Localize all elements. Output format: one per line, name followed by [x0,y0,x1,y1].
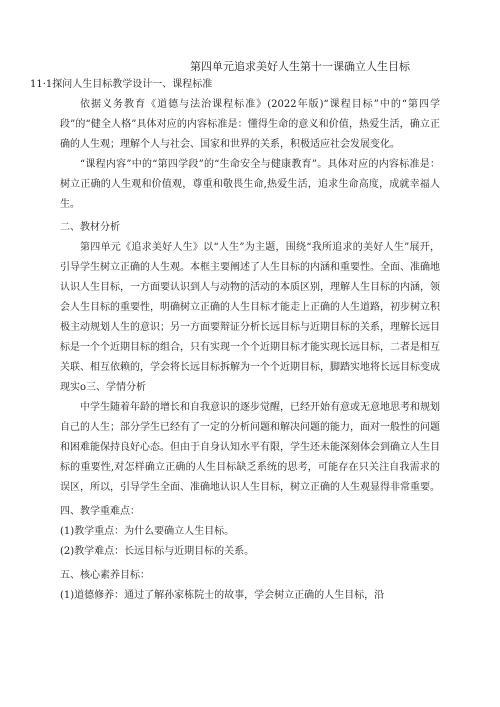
textbook-analysis-heading: 二、教材分析 [60,222,120,233]
teaching-focus-item-1: (1)教学重点：为什么要确立人生目标。 [60,526,235,537]
document-title: 第四单元追求美好人生第十一课确立人生目标 [190,60,410,73]
textbook-analysis-paragraph: 第四单元《追求美好人生》以“人生”为主题，围绕“我所追求的美好人生”展开，引导学生树立正确的人生观。本框主要阐述了人生目标的内涵和重要性。全面、准确地认识人生目标，一方面要认识到人与动物的活动的本质区别，理解人生目标的内涵，领会人生目标的重要性，明确树立正确的人生目标才能走上正确的人生道路，初步树立积极主动规划人生的意识；另一方面要辩证分析长远目标与近期目标的关系，理解长远目标是一个个近期目标的组合，只有实现一个个近期目标才能实现长远目标，二者是相互关联、相互依赖的，学会将长远目标拆解为一个个近期目标，脚踏实地将长远目标变成现实o三、学情分析 [60,242,440,393]
curriculum-standard-paragraph-2: “课程内容”中的“第四学段”的“生命安全与健康教育”。具体对应的内容标准是：树立正确的人生观和价值观，尊重和敬畏生命,热爱生活，追求生命高度，成就幸福人生。 [60,159,440,210]
curriculum-standard-paragraph-1: 依据义务教育《道德与法治课程标准》(2022年版)“课程目标”中的“第四学段”的“健全人格”具体对应的内容标准是：懂得生命的意义和价值，热爱生活，确立正确的人生观；理解个人与社会、国家和世界的关系，积极适应社会发展变化。 [60,99,440,150]
document-body [30,75,440,606]
core-literacy-heading: 五、核心素养目标： [60,570,150,581]
core-literacy-item-1: (1)道德修养：通过了解孙家栋院士的故事，学会树立正确的人生目标，沿 [60,590,385,601]
lesson-lead-line: 11·1探问人生目标教学设计一、课程标准 [30,79,213,90]
teaching-focus-item-2: (2)教学难点：长远目标与近期目标的关系。 [60,546,255,557]
learner-analysis-paragraph: 中学生随着年龄的增长和自我意识的逐步觉醒，已经开始有意或无意地思考和规划自己的人生；部分学生已经有了一定的分析问题和解决问题的能力，面对一般性的问题和困难能保持良好心态。但由于自身认知水平有限，学生还未能深刻体会到确立人生目标的重要性,对怎样确立正确的人生目标缺乏系统的思考，可能存在只关注自我需求的误区，所以，引导学生全面、准确地认识人生目标，树立正确的人生观显得非常重要。 [60,402,440,493]
teaching-focus-heading: 四、教学重难点： [60,506,140,517]
